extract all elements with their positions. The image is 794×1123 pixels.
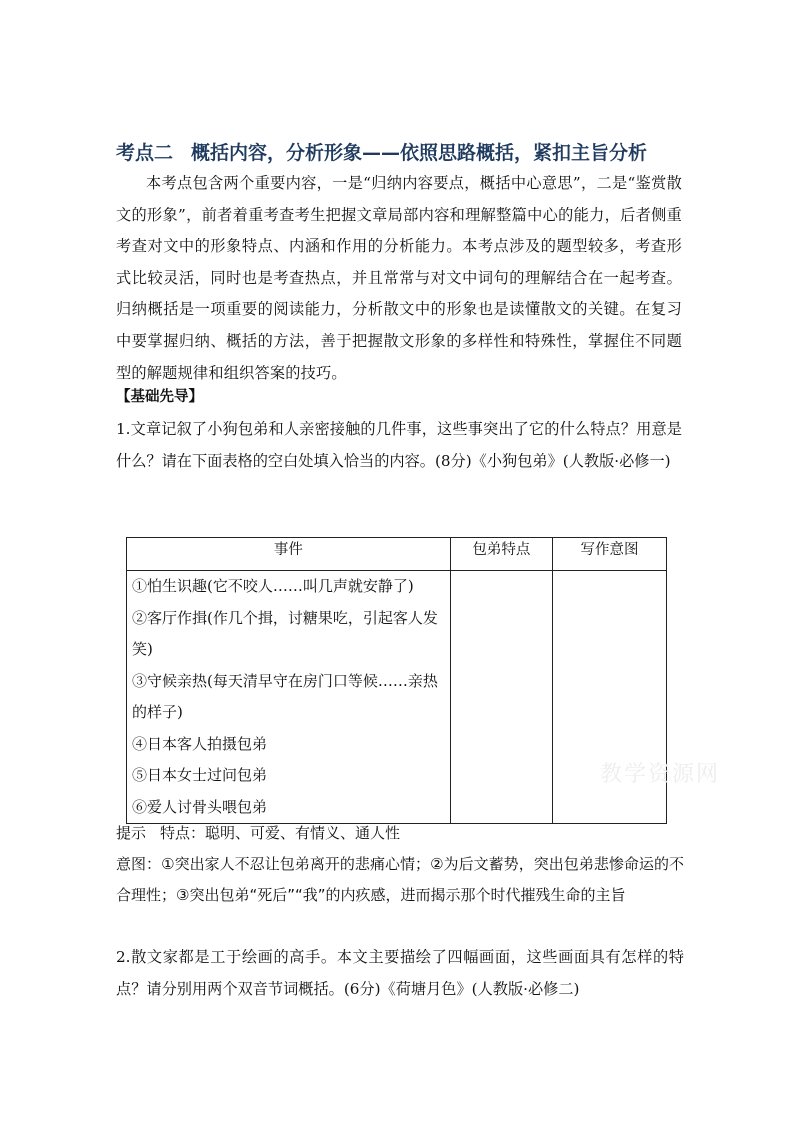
events-cell	[127, 571, 451, 824]
event-item: ②客厅作揖(作几个揖，讨糖果吃，引起客人发笑)	[132, 608, 438, 658]
event-item: ③守候亲热(每天清早守在房门口等候……亲热的样子)	[132, 671, 438, 721]
question-2: 2.散文家都是工于绘画的高手。本文主要描绘了四幅画面，这些画面具有怎样的特点？请分别用两个双音节词概括。(6分)《荷塘月色》(人教版·必修二)	[116, 948, 684, 998]
section-heading	[116, 138, 696, 165]
event-item: ⑥爱人讨骨头喂包弟	[132, 797, 268, 816]
answer-table	[126, 537, 667, 824]
event-item: ④日本客人拍摄包弟	[132, 734, 268, 753]
intro-paragraph: 本考点包含两个重要内容，一是“归纳内容要点，概括中心意思”，二是“鉴赏散文的形象”，前者着重考查考生把握文章局部内容和理解整篇中心的能力，后者侧重考查对文中的形象特点、内涵和作用的分析能力。本考点涉及的题型较多，考查形式比较灵活，同时也是考查热点，并且常常与对文中词句的理解结合在一起考查。归纳概括是一项重要的阅读能力，分析散文中的形象也是读懂散文的关键。在复习中要掌握归纳、概括的方法，善于把握散文形象的多样性和特殊性，掌握住不同题型的解题规律和组织答案的技巧。	[116, 174, 682, 382]
question-1: 1.文章记叙了小狗包弟和人亲密接触的几件事，这些事突出了它的什么特点？用意是什么？请在下面表格的空白处填入恰当的内容。(8分)《小狗包弟》(人教版·必修一)	[116, 420, 682, 470]
table-header-row	[127, 538, 667, 571]
heading-title: 概括内容，分析形象——依照思路概括，紧扣主旨分析	[191, 142, 648, 164]
watermark: 教学资源网	[600, 762, 721, 787]
header-event: 事件	[127, 538, 451, 571]
intent-paragraph: 意图：①突出家人不忍让包弟离开的悲痛心情；②为后文蓄势，突出包弟悲惨命运的不合理性；③突出包弟“死后”“我”的内疚感，进而揭示那个时代摧残生命的主旨	[116, 855, 684, 905]
tip-label: 提示	[116, 824, 147, 842]
feature-blank-cell	[450, 571, 552, 824]
tip-line	[116, 818, 686, 849]
section-label: 【基础先导】	[116, 389, 203, 405]
event-item: ①怕生识趣(它不咬人……叫几声就安静了)	[132, 577, 414, 595]
tip-text: 特点：聪明、可爱、有情义、通人性	[160, 824, 401, 842]
header-intent: 写作意图	[553, 538, 667, 571]
header-feature: 包弟特点	[450, 538, 552, 571]
table-row	[127, 571, 667, 824]
heading-number: 考点二	[116, 142, 174, 164]
event-item: ⑤日本女士过问包弟	[132, 766, 268, 784]
